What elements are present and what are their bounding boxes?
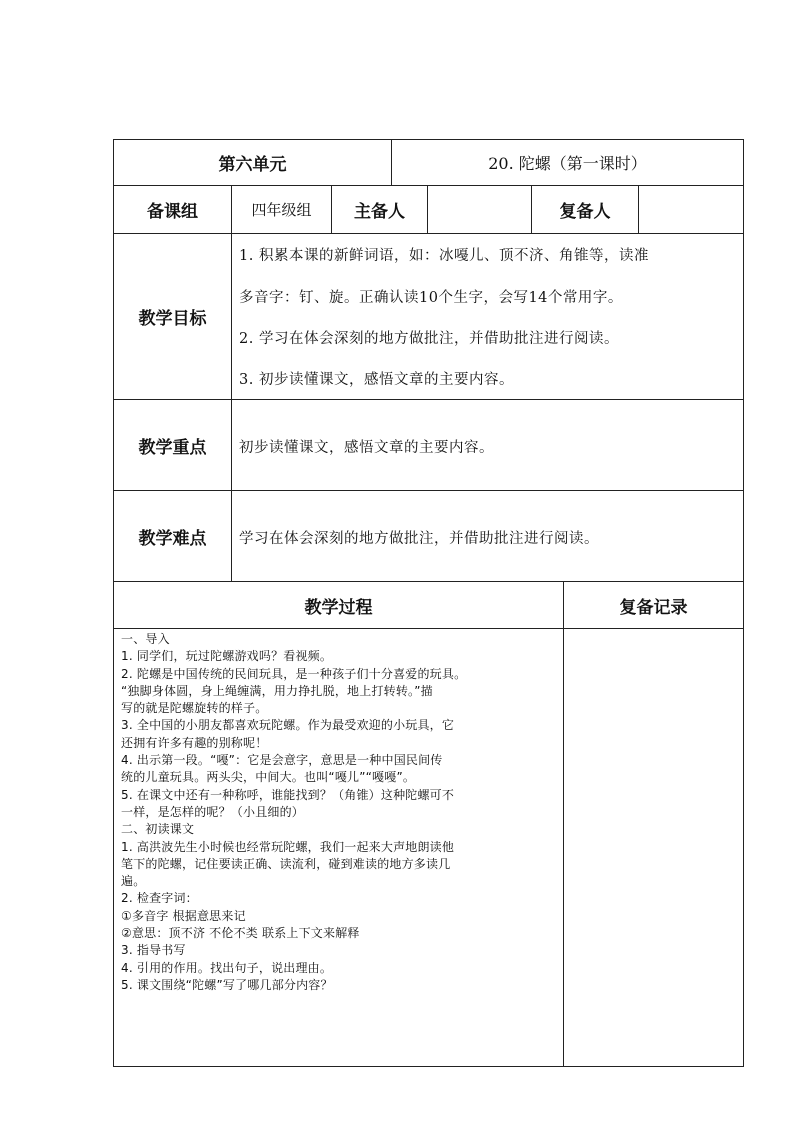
process-line: 一、导入: [121, 632, 170, 646]
process-line: 5. 课文围绕“陀螺”写了哪几部分内容？: [121, 977, 333, 992]
process-line: 4. 出示第一段。“嘠”：它是会意字，意思是一种中国民间传: [121, 753, 443, 768]
main-preparer-value: [428, 186, 531, 233]
process-line: 3. 全中国的小朋友都喜欢玩陀螺。作为最受欢迎的小玩具，它: [121, 718, 455, 733]
unit-title: 第六单元: [218, 155, 287, 175]
process-line: 笔下的陀螺，记住要读正确、读流利，碰到难读的地方多读几: [121, 856, 451, 871]
process-line: 2. 陀螺是中国传统的民间玩具，是一种孩子们十分喜爱的玩具。: [121, 666, 467, 681]
goals-label: 教学目标: [138, 309, 207, 329]
process-line: ②意思：顶不济 不伦不类 联系上下文来解释: [121, 926, 360, 941]
main-preparer-label: 主备人: [354, 202, 405, 222]
process-line: 一样，是怎样的呢？（小且细的）: [121, 804, 305, 819]
process-line: 4. 引用的作用。找出句子，说出理由。: [121, 960, 333, 975]
goal-line: 1. 积累本课的新鲜词语，如：冰嘠儿、顶不济、角锥等，读准: [239, 248, 649, 264]
process-line: 还拥有许多有趣的别称呢！: [121, 735, 268, 750]
process-line: 二、初读课文: [121, 822, 195, 837]
table-right-border: [743, 139, 744, 1067]
process-line: 3. 指导书写: [121, 943, 186, 958]
difficulties-text: 学习在体会深刻的地方做批注，并借助批注进行阅读。: [239, 531, 599, 547]
process-line: ①多音字 根据意思来记: [121, 908, 246, 923]
col-divider: [231, 185, 232, 582]
difficulties-label: 教学难点: [138, 528, 207, 549]
reviewer-value: [639, 186, 743, 233]
prep-group-label: 备课组: [147, 202, 198, 222]
process-line: 遍。: [121, 874, 146, 889]
process-line: 1. 高洪波先生小时候也经常玩陀螺，我们一起来大声地朗读他: [121, 839, 455, 854]
lesson-title: 20. 陀螺（第一课时）: [488, 154, 647, 173]
process-line: 写的就是陀螺旋转的样子。: [121, 701, 268, 716]
review-notes-cell[interactable]: [564, 629, 743, 1066]
process-line: 5. 在课文中还有一种称呼，谁能找到？（角锥）这种陀螺可不: [121, 787, 455, 802]
prep-group-value: 四年级组: [251, 201, 312, 219]
process-content: [121, 631, 559, 994]
reviewer-label: 复备人: [559, 202, 611, 222]
key-points-text: 初步读懂课文，感悟文章的主要内容。: [239, 440, 494, 456]
table-bottom-border: [113, 1066, 744, 1067]
key-points-label: 教学重点: [138, 437, 207, 458]
process-line: “独脚身体圆，身上绳缠满，用力挣扎脱，地上打转转。”描: [121, 683, 433, 698]
goal-line: 多音字：钉、旋。正确认读10个生字，会写14个常用字。: [239, 290, 623, 306]
review-notes-header: 复备记录: [619, 597, 688, 618]
goal-line: 2. 学习在体会深刻的地方做批注，并借助批注进行阅读。: [239, 331, 619, 347]
process-line: 统的儿童玩具。两头尖，中间大。也叫“嘠儿”“嘠嘠”。: [121, 770, 416, 785]
process-header: 教学过程: [304, 597, 373, 618]
process-line: 2. 检查字词：: [121, 891, 198, 906]
goal-line: 3. 初步读懂课文，感悟文章的主要内容。: [239, 372, 514, 388]
process-line: 1. 同学们，玩过陀螺游戏吗？看视频。: [121, 649, 333, 664]
